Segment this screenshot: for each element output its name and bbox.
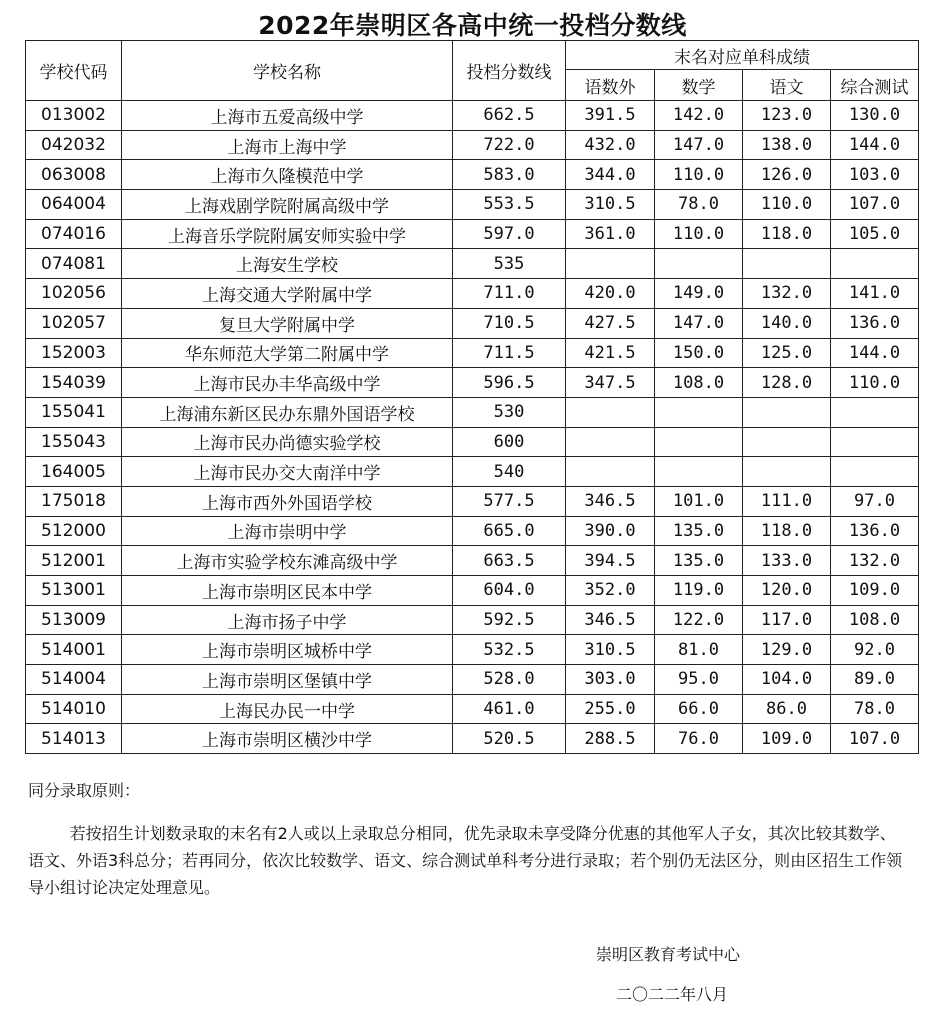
cell-score: 592.5 [453, 605, 566, 635]
cell-comprehensive: 144.0 [831, 338, 919, 368]
cell-total3: 361.0 [566, 219, 655, 249]
cell-math: 66.0 [655, 694, 743, 724]
cell-score: 577.5 [453, 486, 566, 516]
cell-comprehensive: 107.0 [831, 190, 919, 220]
cell-code: 155041 [26, 397, 122, 427]
cell-chinese [743, 427, 831, 457]
cell-score: 662.5 [453, 101, 566, 131]
cell-score: 528.0 [453, 665, 566, 695]
cell-code: 514004 [26, 665, 122, 695]
cell-code: 102056 [26, 279, 122, 309]
note-body: 若按招生计划数录取的末名有2人或以上录取总分相同，优先录取未享受降分优惠的其他军人子女，其次比较其数学、语文、外语3科总分；若再同分，依次比较数学、语文、综合测试单科考分进行录取；若个别仍无法区分，则由区招生工作领导小组讨论决定处理意见。 [28, 824, 903, 897]
header-comprehensive: 综合测试 [831, 70, 919, 101]
cell-code: 514010 [26, 694, 122, 724]
cell-comprehensive: 92.0 [831, 635, 919, 665]
cell-total3: 420.0 [566, 279, 655, 309]
cell-chinese: 132.0 [743, 279, 831, 309]
table-row [26, 546, 919, 576]
cell-school-name: 上海市久隆模范中学 [122, 160, 453, 190]
cell-code: 042032 [26, 130, 122, 160]
cell-school-name: 上海市民办丰华高级中学 [122, 368, 453, 398]
cell-comprehensive: 130.0 [831, 101, 919, 131]
cell-total3: 421.5 [566, 338, 655, 368]
cell-comprehensive: 136.0 [831, 308, 919, 338]
cell-comprehensive: 103.0 [831, 160, 919, 190]
cell-math: 110.0 [655, 219, 743, 249]
cell-score: 722.0 [453, 130, 566, 160]
cell-code: 152003 [26, 338, 122, 368]
header-total3: 语数外 [566, 70, 655, 101]
document-title: 2022年崇明区各高中统一投档分数线 [258, 11, 687, 40]
cell-chinese: 129.0 [743, 635, 831, 665]
cell-code: 013002 [26, 101, 122, 131]
cell-score: 553.5 [453, 190, 566, 220]
cell-chinese: 109.0 [743, 724, 831, 754]
table-row [26, 694, 919, 724]
header-subject-group: 末名对应单科成绩 [566, 41, 919, 70]
cell-school-name: 上海市西外外国语学校 [122, 486, 453, 516]
cell-score: 604.0 [453, 576, 566, 606]
cell-code: 512001 [26, 546, 122, 576]
cell-total3: 346.5 [566, 486, 655, 516]
cell-total3: 344.0 [566, 160, 655, 190]
cell-code: 074016 [26, 219, 122, 249]
cell-math: 81.0 [655, 635, 743, 665]
cell-code: 175018 [26, 486, 122, 516]
table-row [26, 219, 919, 249]
cell-chinese: 125.0 [743, 338, 831, 368]
cell-score: 663.5 [453, 546, 566, 576]
table-row [26, 101, 919, 131]
table-row [26, 160, 919, 190]
signature-org: 崇明区教育考试中心 [596, 945, 741, 964]
cell-score: 520.5 [453, 724, 566, 754]
cell-chinese: 126.0 [743, 160, 831, 190]
cell-code: 513009 [26, 605, 122, 635]
cell-chinese [743, 457, 831, 487]
cell-score: 711.0 [453, 279, 566, 309]
cell-total3: 352.0 [566, 576, 655, 606]
cell-math [655, 249, 743, 279]
cell-total3: 427.5 [566, 308, 655, 338]
cell-total3 [566, 249, 655, 279]
cell-score: 535 [453, 249, 566, 279]
cell-math: 135.0 [655, 546, 743, 576]
cell-chinese [743, 397, 831, 427]
cell-comprehensive: 132.0 [831, 546, 919, 576]
cell-chinese: 111.0 [743, 486, 831, 516]
table-row [26, 130, 919, 160]
cell-school-name: 上海市民办交大南洋中学 [122, 457, 453, 487]
cell-math [655, 427, 743, 457]
table-row [26, 308, 919, 338]
cell-comprehensive: 78.0 [831, 694, 919, 724]
cell-school-name: 上海市五爱高级中学 [122, 101, 453, 131]
table-row [26, 368, 919, 398]
cell-total3: 394.5 [566, 546, 655, 576]
cell-comprehensive: 108.0 [831, 605, 919, 635]
table-row [26, 190, 919, 220]
cell-school-name: 上海音乐学院附属安师实验中学 [122, 219, 453, 249]
cell-score: 710.5 [453, 308, 566, 338]
cell-math: 149.0 [655, 279, 743, 309]
cell-school-name: 上海市民办尚德实验学校 [122, 427, 453, 457]
cell-comprehensive: 107.0 [831, 724, 919, 754]
cell-comprehensive [831, 427, 919, 457]
score-table [25, 40, 919, 754]
cell-math: 108.0 [655, 368, 743, 398]
cell-school-name: 上海市上海中学 [122, 130, 453, 160]
cell-total3: 432.0 [566, 130, 655, 160]
cell-math [655, 397, 743, 427]
cell-comprehensive: 144.0 [831, 130, 919, 160]
cell-school-name: 上海市实验学校东滩高级中学 [122, 546, 453, 576]
header-score: 投档分数线 [453, 41, 566, 101]
cell-comprehensive [831, 397, 919, 427]
cell-total3: 346.5 [566, 605, 655, 635]
cell-school-name: 上海市崇明区横沙中学 [122, 724, 453, 754]
cell-math: 147.0 [655, 308, 743, 338]
cell-score: 532.5 [453, 635, 566, 665]
cell-score: 540 [453, 457, 566, 487]
cell-code: 514001 [26, 635, 122, 665]
cell-comprehensive: 97.0 [831, 486, 919, 516]
cell-total3: 303.0 [566, 665, 655, 695]
cell-chinese: 118.0 [743, 516, 831, 546]
table-row [26, 338, 919, 368]
table-row [26, 397, 919, 427]
cell-comprehensive: 109.0 [831, 576, 919, 606]
signature-date: 二〇二二年八月 [616, 985, 729, 1004]
cell-school-name: 复旦大学附属中学 [122, 308, 453, 338]
cell-total3 [566, 427, 655, 457]
cell-total3: 347.5 [566, 368, 655, 398]
cell-school-name: 上海戏剧学院附属高级中学 [122, 190, 453, 220]
cell-chinese: 120.0 [743, 576, 831, 606]
cell-total3: 310.5 [566, 190, 655, 220]
cell-comprehensive [831, 249, 919, 279]
table-row [26, 516, 919, 546]
cell-chinese: 128.0 [743, 368, 831, 398]
cell-math: 142.0 [655, 101, 743, 131]
cell-math: 147.0 [655, 130, 743, 160]
cell-code: 154039 [26, 368, 122, 398]
cell-comprehensive: 105.0 [831, 219, 919, 249]
cell-score: 461.0 [453, 694, 566, 724]
cell-score: 530 [453, 397, 566, 427]
cell-math: 76.0 [655, 724, 743, 754]
cell-code: 063008 [26, 160, 122, 190]
cell-math: 101.0 [655, 486, 743, 516]
cell-school-name: 华东师范大学第二附属中学 [122, 338, 453, 368]
cell-school-name: 上海浦东新区民办东鼎外国语学校 [122, 397, 453, 427]
header-chinese: 语文 [743, 70, 831, 101]
cell-code: 102057 [26, 308, 122, 338]
cell-total3 [566, 397, 655, 427]
table-row [26, 457, 919, 487]
cell-math: 119.0 [655, 576, 743, 606]
cell-chinese: 123.0 [743, 101, 831, 131]
cell-code: 514013 [26, 724, 122, 754]
table-row [26, 605, 919, 635]
cell-math: 95.0 [655, 665, 743, 695]
cell-math: 78.0 [655, 190, 743, 220]
cell-total3: 288.5 [566, 724, 655, 754]
cell-code: 164005 [26, 457, 122, 487]
cell-comprehensive: 136.0 [831, 516, 919, 546]
cell-math: 135.0 [655, 516, 743, 546]
cell-score: 711.5 [453, 338, 566, 368]
cell-chinese: 140.0 [743, 308, 831, 338]
table-row [26, 576, 919, 606]
cell-total3: 255.0 [566, 694, 655, 724]
cell-school-name: 上海市崇明区城桥中学 [122, 635, 453, 665]
cell-math [655, 457, 743, 487]
header-math: 数学 [655, 70, 743, 101]
cell-chinese [743, 249, 831, 279]
cell-math: 150.0 [655, 338, 743, 368]
table-row [26, 279, 919, 309]
cell-chinese: 138.0 [743, 130, 831, 160]
table-row [26, 427, 919, 457]
cell-school-name: 上海市崇明区堡镇中学 [122, 665, 453, 695]
cell-comprehensive [831, 457, 919, 487]
cell-math: 122.0 [655, 605, 743, 635]
cell-comprehensive: 141.0 [831, 279, 919, 309]
cell-score: 665.0 [453, 516, 566, 546]
cell-chinese: 133.0 [743, 546, 831, 576]
table-row [26, 665, 919, 695]
cell-total3: 310.5 [566, 635, 655, 665]
cell-school-name: 上海市崇明区民本中学 [122, 576, 453, 606]
cell-total3: 390.0 [566, 516, 655, 546]
header-code: 学校代码 [26, 41, 122, 101]
cell-school-name: 上海市崇明中学 [122, 516, 453, 546]
cell-chinese: 110.0 [743, 190, 831, 220]
cell-total3 [566, 457, 655, 487]
cell-comprehensive: 89.0 [831, 665, 919, 695]
cell-school-name: 上海民办民一中学 [122, 694, 453, 724]
cell-code: 513001 [26, 576, 122, 606]
cell-school-name: 上海交通大学附属中学 [122, 279, 453, 309]
cell-total3: 391.5 [566, 101, 655, 131]
cell-chinese: 117.0 [743, 605, 831, 635]
note-title: 同分录取原则： [28, 781, 141, 800]
cell-code: 074081 [26, 249, 122, 279]
cell-code: 155043 [26, 427, 122, 457]
cell-chinese: 118.0 [743, 219, 831, 249]
cell-code: 512000 [26, 516, 122, 546]
cell-score: 600 [453, 427, 566, 457]
cell-score: 596.5 [453, 368, 566, 398]
cell-math: 110.0 [655, 160, 743, 190]
table-row [26, 724, 919, 754]
header-name: 学校名称 [122, 41, 453, 101]
table-body [26, 101, 919, 754]
cell-score: 597.0 [453, 219, 566, 249]
cell-code: 064004 [26, 190, 122, 220]
cell-school-name: 上海市扬子中学 [122, 605, 453, 635]
cell-chinese: 104.0 [743, 665, 831, 695]
cell-chinese: 86.0 [743, 694, 831, 724]
table-row [26, 486, 919, 516]
cell-comprehensive: 110.0 [831, 368, 919, 398]
cell-score: 583.0 [453, 160, 566, 190]
cell-school-name: 上海安生学校 [122, 249, 453, 279]
table-row [26, 249, 919, 279]
table-row [26, 635, 919, 665]
